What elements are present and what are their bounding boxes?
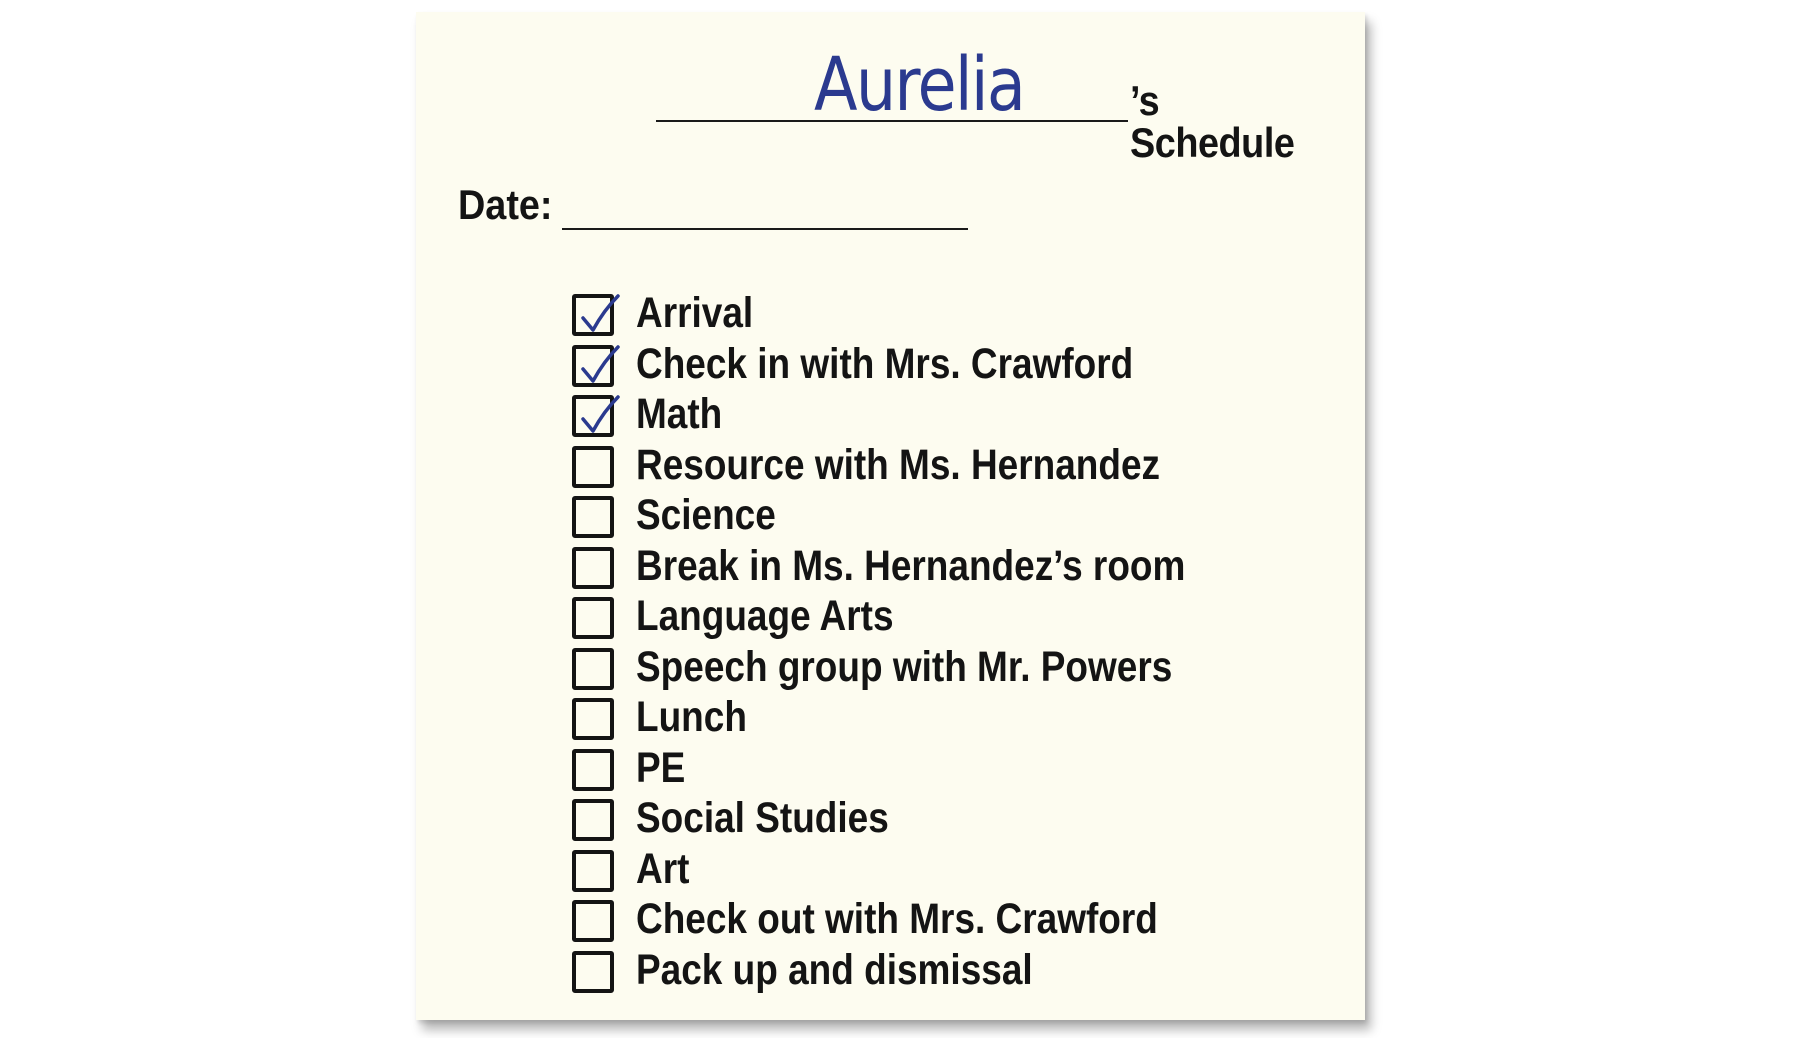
checklist-item	[572, 743, 1272, 794]
schedule-checklist	[572, 288, 1272, 995]
checklist-item	[572, 894, 1272, 945]
checklist-item	[572, 591, 1272, 642]
checkbox[interactable]	[572, 446, 614, 488]
checkbox[interactable]	[572, 395, 614, 437]
checkmark-icon	[574, 389, 622, 441]
student-name-handwritten[interactable]: Aurelia	[814, 42, 1025, 128]
checklist-item-label: Art	[636, 844, 690, 893]
checkbox[interactable]	[572, 547, 614, 589]
checklist-item	[572, 389, 1272, 440]
checklist-item	[572, 692, 1272, 743]
schedule-title	[656, 42, 1336, 166]
checkbox[interactable]	[572, 951, 614, 993]
checklist-item	[572, 844, 1272, 895]
checklist-item-label: Lunch	[636, 693, 747, 741]
checkbox[interactable]	[572, 345, 614, 387]
checklist-item-label: Resource with Ms. Hernandez	[636, 440, 1161, 489]
checkmark-icon	[574, 288, 622, 340]
checklist-item	[572, 440, 1272, 491]
checklist-item	[572, 339, 1272, 390]
checkbox[interactable]	[572, 648, 614, 690]
checkbox[interactable]	[572, 698, 614, 740]
checklist-item	[572, 490, 1272, 541]
checklist-item-label: Science	[636, 491, 776, 539]
date-blank-line[interactable]	[562, 228, 968, 230]
checkbox[interactable]	[572, 597, 614, 639]
checklist-item-label: Social Studies	[636, 794, 889, 842]
checklist-item-label: Check in with Mrs. Crawford	[636, 339, 1134, 388]
checklist-item-label: Math	[636, 390, 723, 438]
schedule-sheet	[416, 12, 1365, 1020]
checklist-item-label: Break in Ms. Hernandez’s room	[636, 541, 1186, 590]
checklist-item-label: Pack up and dismissal	[636, 945, 1033, 994]
date-field	[458, 181, 978, 244]
checkbox[interactable]	[572, 850, 614, 892]
checklist-item	[572, 642, 1272, 693]
checkbox[interactable]	[572, 496, 614, 538]
checklist-item-label: Language Arts	[636, 592, 894, 640]
checklist-item-label: PE	[636, 743, 686, 792]
checkmark-icon	[574, 339, 622, 391]
checklist-item	[572, 288, 1272, 339]
checklist-item-label: Arrival	[636, 289, 754, 337]
checklist-item	[572, 945, 1272, 996]
checkbox[interactable]	[572, 900, 614, 942]
checklist-item-label: Speech group with Mr. Powers	[636, 642, 1173, 691]
title-suffix: ’s Schedule	[1130, 77, 1295, 166]
checkbox[interactable]	[572, 294, 614, 336]
checkbox[interactable]	[572, 749, 614, 791]
checkbox[interactable]	[572, 799, 614, 841]
checklist-item	[572, 541, 1272, 592]
checklist-item	[572, 793, 1272, 844]
date-label: Date:	[458, 181, 553, 228]
checklist-item-label: Check out with Mrs. Crawford	[636, 895, 1158, 943]
